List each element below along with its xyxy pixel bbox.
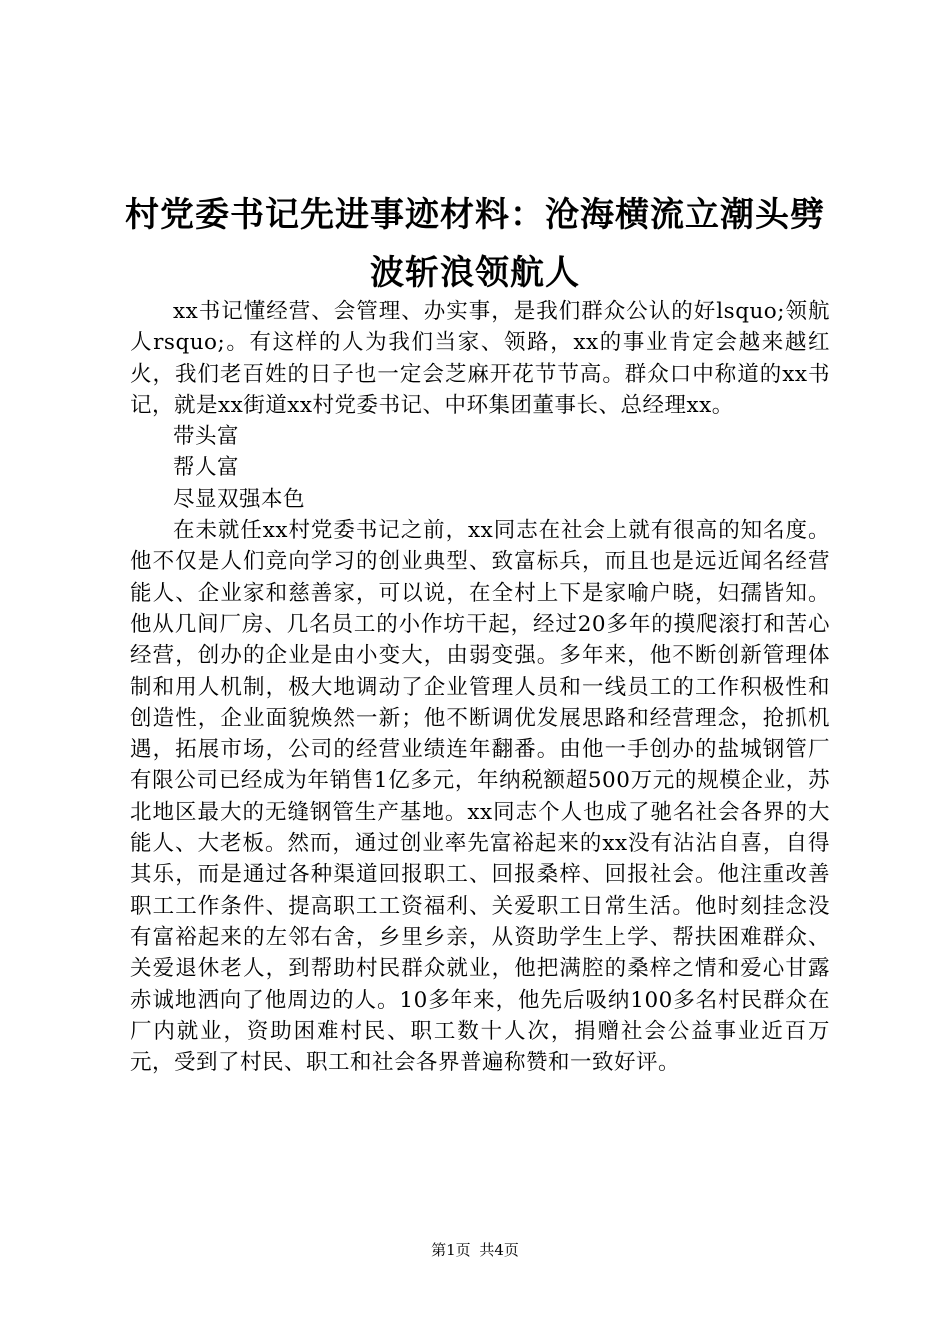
page-total: 共4页 — [479, 1241, 519, 1259]
paragraph-main: 在未就任xx村党委书记之前，xx同志在社会上就有很高的知名度。他不仅是人们竞向学习的创业典型、致富标兵，而且也是远近闻名经营能人、企业家和慈善家，可以说，在全村上下是家喻户晓，妇孺皆知。他从几间厂房、几名员工的小作坊干起，经过20多年的摸爬滚打和苦心经营，创办的企业是由小变大，由弱变强。多年来，他不断创新管理体制和用人机制，极大地调动了企业管理人员和一线员工的工作积极性和创造性，企业面貌焕然一新；他不断调优发展思路和经营理念，抢抓机遇，拓展市场，公司的经营业绩连年翻番。由他一手创办的盐城钢管厂有限公司已经成为年销售1亿多元，年纳税额超500万元的规模企业，苏北地区最大的无缝钢管生产基地。xx同志个人也成了驰名社会各界的大能人、大老板。然而，通过创业率先富裕起来的xx没有沾沾自喜，自得其乐，而是通过各种渠道回报职工、回报桑梓、回报社会。他注重改善职工工作条件、提高职工工资福利、关爱职工日常生活。他时刻挂念没有富裕起来的左邻右舍，乡里乡亲，从资助学生上学、帮扶困难群众、关爱退休老人，到帮助村民群众就业，他把满腔的桑梓之情和爱心甘露赤诚地洒向了他周边的人。10多年来，他先后吸纳100多名村民群众在厂内就业，资助困难村民、职工数十人次，捐赠社会公益事业近百万元，受到了村民、职工和社会各界普遍称赞和一致好评。 — [130, 518, 830, 1076]
page-number: 第1页 — [431, 1241, 471, 1259]
paragraph-heading-3: 尽显双强本色 — [173, 486, 306, 512]
paragraph-intro: xx书记懂经营、会管理、办实事，是我们群众公认的好lsquo;领航人rsquo;。有这样的人为我们当家、领路，xx的事业肯定会越来越红火，我们老百姓的日子也一定会芝麻开花节节高。群众口中称道的xx书记，就是xx街道xx村党委书记、中环集团董事长、总经理xx。 — [130, 299, 830, 418]
paragraph-heading-2: 帮人富 — [173, 455, 240, 481]
paragraph-heading-1: 带头富 — [173, 424, 240, 450]
document-title: 村党委书记先进事迹材料：沧海横流立潮头劈波斩浪领航人 — [125, 195, 825, 293]
document-body — [130, 296, 830, 1078]
page-footer — [0, 1240, 950, 1260]
